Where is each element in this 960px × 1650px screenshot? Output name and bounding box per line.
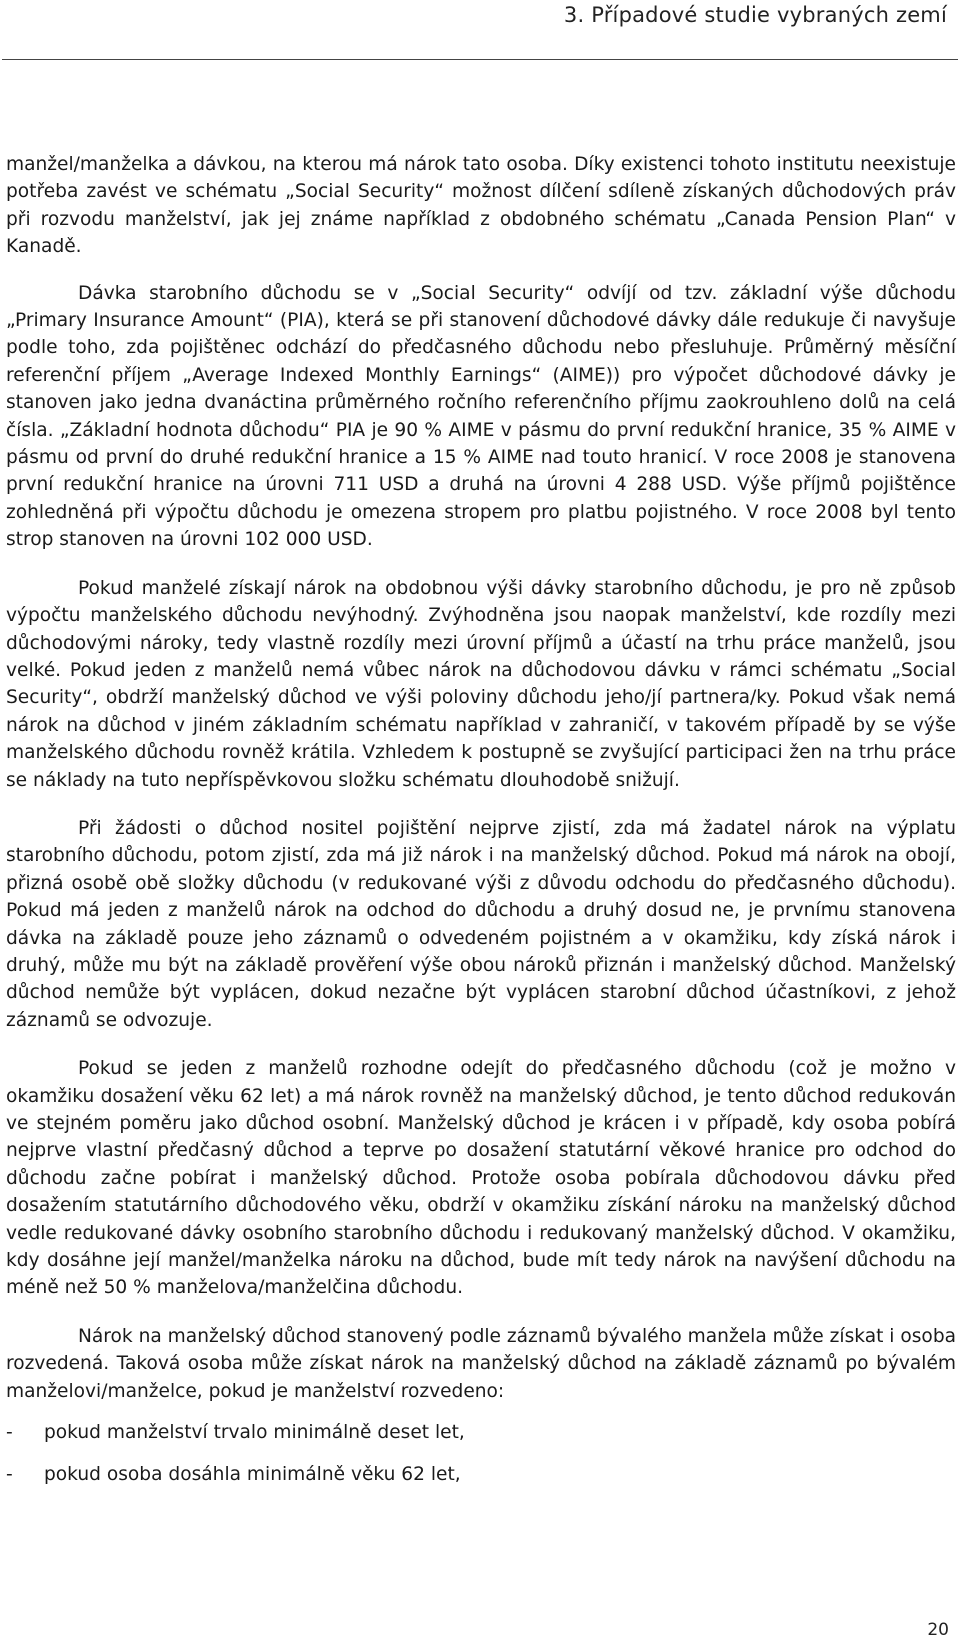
list-bullet: - — [6, 1464, 13, 1486]
paragraph-4: Při žádosti o důchod nositel pojištění nejprve zjistí, zda má žadatel nárok na výplatu starobního důchodu, potom zjistí, zda má již nárok i na manželský důchod. Pokud má nárok na obojí, přizná osobě obě složky důchodu (v redukované výši z důvodu odchodu do předčasného důchodu). Pokud má jeden z manželů nárok na odchod do důchodu a druhý dosud ne, je prvnímu stanovena dávka na základě pouze jeho záznamů o odvedeném pojistném a v okamžiku, kdy získá nárok i druhý, může mu být na základě prověření výše obou nároků přiznán i manželský důchod. Manželský důchod nemůže být vyplácen, dokud nezačne být vyplácen starobní důchod účastníkovi, z jehož záznamů se odvozuje. — [6, 817, 956, 1031]
list-item-text: pokud osoba dosáhla minimálně věku 62 let, — [44, 1464, 461, 1486]
header-divider — [2, 59, 958, 60]
paragraph-6: Nárok na manželský důchod stanovený podle záznamů bývalého manžela může získat i osoba rozvedená. Taková osoba může získat nárok na manželský důchod na základě záznamů po bývalém manželovi/manželce, pokud je manželství rozvedeno: — [6, 1325, 957, 1402]
body-text — [6, 151, 956, 1503]
paragraph-1: manžel/manželka a dávkou, na kterou má nárok tato osoba. Díky existenci tohoto institutu neexistuje potřeba zavést ve schématu „Social Security“ možnost dílčení sdíleně získaných důchodových práv při rozvodu manželství, jak jej známe například z obdobného schématu „Canada Pension Plan“ v Kanadě. — [6, 154, 956, 258]
page-header — [0, 0, 960, 62]
chapter-title: 3. Případové studie vybraných zemí — [563, 3, 947, 27]
page-number: 20 — [927, 1620, 949, 1640]
list-item-text: pokud manželství trvalo minimálně deset let, — [44, 1422, 465, 1444]
paragraph-2: Dávka starobního důchodu se v „Social Security“ odvíjí od tzv. základní výše důchodu „Primary Insurance Amount“ (PIA), která se při stanovení důchodové dávky dále redukuje či navyšuje podle toho, zda pojištěnec odchází do předčasného důchodu nebo přesluhuje. Průměrný měsíční referenční příjem „Average Indexed Monthly Earnings“ (AIME)) pro výpočet důchodové dávky je stanoven jako jedna dvanáctina průměrného ročního referenčního příjmu zaokrouhleno dolů na celá čísla. „Základní hodnota důchodu“ PIA je 90 % AIME v pásmu do první redukční hranice, 35 % AIME v pásmu od první do druhé redukční hranice a 15 % AIME nad touto hranicí. V roce 2008 je stanovena první redukční hranice na úrovni 711 USD a druhá na úrovni 4 288 USD. Výše příjmů pojištěnce zohledněná při výpočtu důchodu je omezena stropem pro platbu pojistného. V roce 2008 byl tento strop stanoven na úrovni 102 000 USD. — [6, 282, 956, 551]
paragraph-5: Pokud se jeden z manželů rozhodne odejít do předčasného důchodu (což je možno v okamžiku dosažení věku 62 let) a má nárok rovněž na manželský důchod, je tento důchod redukován ve stejném poměru jako důchod osobní. Manželský důchod je krácen i v případě, kdy osoba pobírá nejprve vlastní předčasný důchod a teprve po dosažení statutární věkové hranice pro odchod do důchodu začne pobírat i manželský důchod. Protože osoba pobírala důchodovou dávku před dosažením statutárního důchodového věku, obdrží v okamžiku získání nároku na manželský důchod vedle redukované dávky osobního starobního důchodu i redukovaný manželský důchod. V okamžiku, kdy dosáhne její manžel/manželka nároku na důchod, bude mít tedy nárok na navýšení důchodu na méně než 50 % manželova/manželčina důchodu. — [6, 1058, 956, 1299]
paragraph-3: Pokud manželé získají nárok na obdobnou výši dávky starobního důchodu, je pro ně způsob výpočtu manželského důchodu nevýhodný. Zvýhodněna jsou naopak manželství, kde rozdíly mezi důchodovými nároky, tedy vlastně rozdíly mezi úrovní příjmů a účastí na trhu práce manželů, jsou velké. Pokud jeden z manželů nemá vůbec nárok na důchodovou dávku v rámci schématu „Social Security“, obdrží manželský důchod ve výši poloviny důchodu jeho/jí partnera/ky. Pokud však nemá nárok na důchod v jiném základním schématu například v zahraničí, v takovém případě by se výše manželského důchodu rovněž krátila. Vzhledem k postupně se zvyšující participaci žen na trhu práce se náklady na tuto nepříspěvkovou složku schématu dlouhodobě snižují. — [6, 577, 956, 791]
condition-list — [6, 1419, 956, 1489]
list-item — [6, 1419, 956, 1447]
list-bullet: - — [6, 1422, 13, 1444]
list-item — [6, 1461, 956, 1489]
